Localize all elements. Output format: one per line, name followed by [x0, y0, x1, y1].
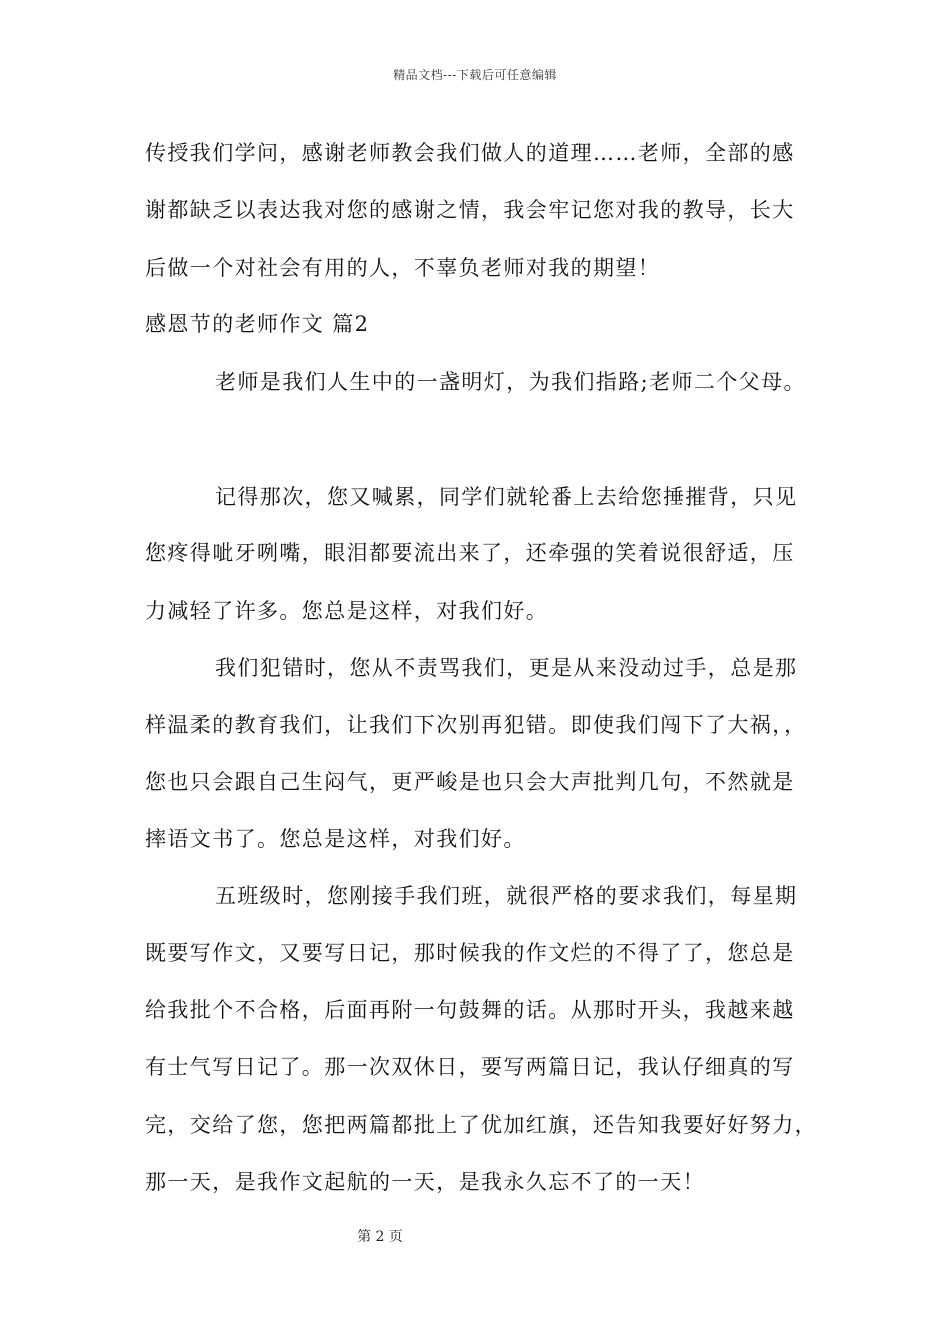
- body-line-14: 既要写作文，又要写日记，那时候我的作文烂的不得了了，您总是: [145, 941, 795, 965]
- body-line-13: 五班级时，您刚接手我们班，就很严格的要求我们，每星期: [215, 884, 798, 908]
- body-line-6: 记得那次，您又喊累，同学们就轮番上去给您捶摧背，只见: [215, 485, 798, 509]
- body-line-7: 您疼得呲牙咧嘴，眼泪都要流出来了，还牵强的笑着说很舒适，压: [145, 541, 795, 565]
- body-line-11: 您也只会跟自己生闷气，更严峻是也只会大声批判几句，不然就是: [145, 770, 795, 794]
- body-line-5: 老师是我们人生中的一盏明灯，为我们指路;老师二个父母。: [215, 370, 806, 394]
- body-line-2: 谢都缺乏以表达我对您的感谢之情，我会牢记您对我的教导，长大: [145, 198, 795, 222]
- body-line-16: 有士气写日记了。那一次双休日，要写两篇日记，我认仔细真的写: [145, 1055, 795, 1079]
- body-line-18: 那一天，是我作文起航的一天，是我永久忘不了的一天！: [145, 1170, 705, 1194]
- body-line-17: 完，交给了您，您把两篇都批上了优加红旗，还告知我要好好努力，: [145, 1113, 817, 1137]
- body-line-3: 后做一个对社会有用的人，不辜负老师对我的期望！: [145, 256, 661, 280]
- body-line-8: 力减轻了许多。您总是这样，对我们好。: [145, 599, 549, 623]
- page-number: 第 2 页: [357, 1229, 403, 1245]
- body-line-15: 给我批个不合格，后面再附一句鼓舞的话。从那时开头，我越来越: [145, 998, 795, 1022]
- body-line-9: 我们犯错时，您从不责骂我们，更是从来没动过手，总是那: [215, 656, 798, 680]
- body-line-12: 摔语文书了。您总是这样，对我们好。: [145, 827, 526, 851]
- page-header: 精品文档---下载后可任意编辑: [393, 68, 557, 82]
- section-heading: 感恩节的老师作文 篇2: [145, 312, 370, 336]
- body-line-1: 传授我们学问，感谢老师教会我们做人的道理……老师，全部的感: [145, 141, 795, 165]
- body-line-10: 样温柔的教育我们，让我们下次别再犯错。即使我们闯下了大祸，，: [145, 713, 807, 737]
